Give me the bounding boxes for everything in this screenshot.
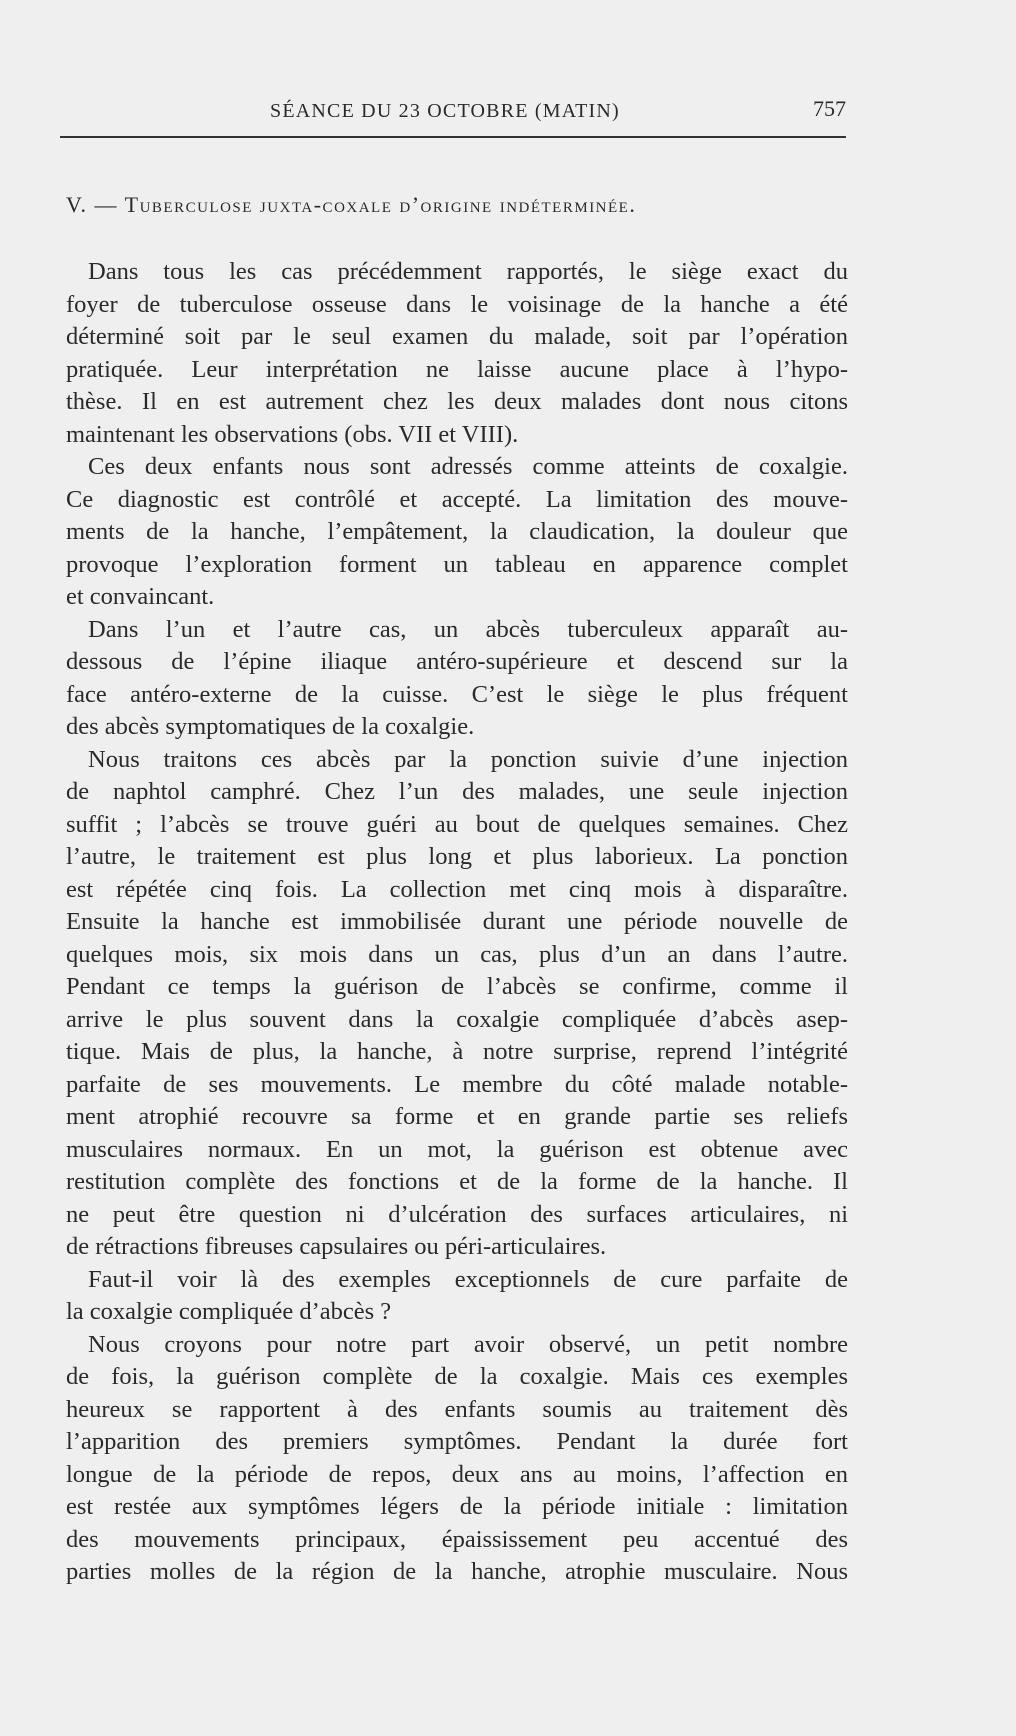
text-line: restitution complète des fonctions et de la forme de la hanche. Il	[66, 1168, 848, 1195]
page-number: 757	[813, 96, 846, 121]
text-line: quelques mois, six mois dans un cas, plus d’un an dans l’autre.	[66, 940, 848, 968]
text-line: Nous croyons pour notre part avoir observé, un petit nombre	[88, 1330, 848, 1358]
text-line: Nous traitons ces abcès par la ponction suivie d’une injection	[88, 745, 848, 773]
text-line: Ensuite la hanche est immobilisée durant une période nouvelle de	[66, 908, 848, 935]
text-line: des abcès symptomatiques de la coxalgie.	[66, 713, 475, 740]
text-line: suffit ; l’abcès se trouve guéri au bout de quelques semaines. Chez	[66, 810, 848, 838]
text-line: Faut-il voir là des exemples exceptionnels de cure parfaite de	[88, 1265, 848, 1293]
text-line: Ce diagnostic est contrôlé et accepté. La limitation des mouve-	[66, 485, 848, 513]
text-line: provoque l’exploration forment un tableau en apparence complet	[66, 550, 848, 578]
text-line: maintenant les observations (obs. VII et VIII).	[66, 420, 519, 448]
section-title: V. — Tuberculose juxta-coxale d’origine indéterminée.	[66, 192, 637, 217]
text-line: tique. Mais de plus, la hanche, à notre surprise, reprend l’intégrité	[66, 1038, 848, 1065]
text-line: musculaires normaux. En un mot, la guérison est obtenue avec	[66, 1135, 848, 1163]
text-line: la coxalgie compliquée d’abcès ?	[66, 1298, 392, 1325]
text-line: longue de la période de repos, deux ans au moins, l’affection en	[66, 1460, 848, 1488]
text-line: Pendant ce temps la guérison de l’abcès se confirme, comme il	[66, 973, 848, 1000]
text-line: ment atrophié recouvre sa forme et en grande partie ses reliefs	[66, 1103, 848, 1130]
text-line: parfaite de ses mouvements. Le membre du côté malade notable-	[66, 1070, 848, 1098]
text-line: Dans l’un et l’autre cas, un abcès tuberculeux apparaît au-	[88, 615, 848, 643]
text-line: arrive le plus souvent dans la coxalgie compliquée d’abcès asep-	[66, 1005, 848, 1033]
text-line: ments de la hanche, l’empâtement, la claudication, la douleur que	[66, 518, 848, 545]
text-line: pratiquée. Leur interprétation ne laisse aucune place à l’hypo-	[66, 355, 848, 383]
text-line: face antéro-externe de la cuisse. C’est le siège le plus fréquent	[66, 680, 848, 708]
text-line: Ces deux enfants nous sont adressés comme atteints de coxalgie.	[88, 453, 848, 480]
text-line: de naphtol camphré. Chez l’un des malades, une seule injection	[66, 778, 848, 805]
text-line: ne peut être question ni d’ulcération des surfaces articulaires, ni	[66, 1200, 848, 1228]
header-rule	[60, 136, 846, 138]
text-line: de fois, la guérison complète de la coxalgie. Mais ces exemples	[66, 1363, 848, 1390]
body-text	[66, 256, 848, 1589]
text-line: dessous de l’épine iliaque antéro-supérieure et descend sur la	[66, 648, 848, 675]
text-line: de rétractions fibreuses capsulaires ou péri-articulaires.	[66, 1233, 607, 1260]
text-line: thèse. Il en est autrement chez les deux malades dont nous citons	[66, 388, 848, 415]
text-line: foyer de tuberculose osseuse dans le voisinage de la hanche a été	[66, 290, 848, 318]
text-line: Dans tous les cas précédemment rapportés, le siège exact du	[88, 258, 848, 285]
text-line: et convaincant.	[66, 583, 215, 610]
text-line: déterminé soit par le seul examen du malade, soit par l’opération	[66, 323, 848, 350]
text-line: l’autre, le traitement est plus long et plus laborieux. La ponction	[66, 843, 848, 870]
text-line: des mouvements principaux, épaississement peu accentué des	[66, 1525, 848, 1553]
text-line: est restée aux symptômes légers de la période initiale : limitation	[66, 1493, 848, 1520]
running-head: SÉANCE DU 23 OCTOBRE (MATIN)	[270, 100, 620, 122]
text-line: est répétée cinq fois. La collection met cinq mois à disparaître.	[66, 875, 848, 903]
text-line: parties molles de la région de la hanche, atrophie musculaire. Nous	[66, 1558, 848, 1585]
text-line: l’apparition des premiers symptômes. Pendant la durée fort	[66, 1428, 848, 1455]
page-header	[60, 92, 846, 132]
text-line: heureux se rapportent à des enfants soumis au traitement dès	[66, 1395, 848, 1423]
